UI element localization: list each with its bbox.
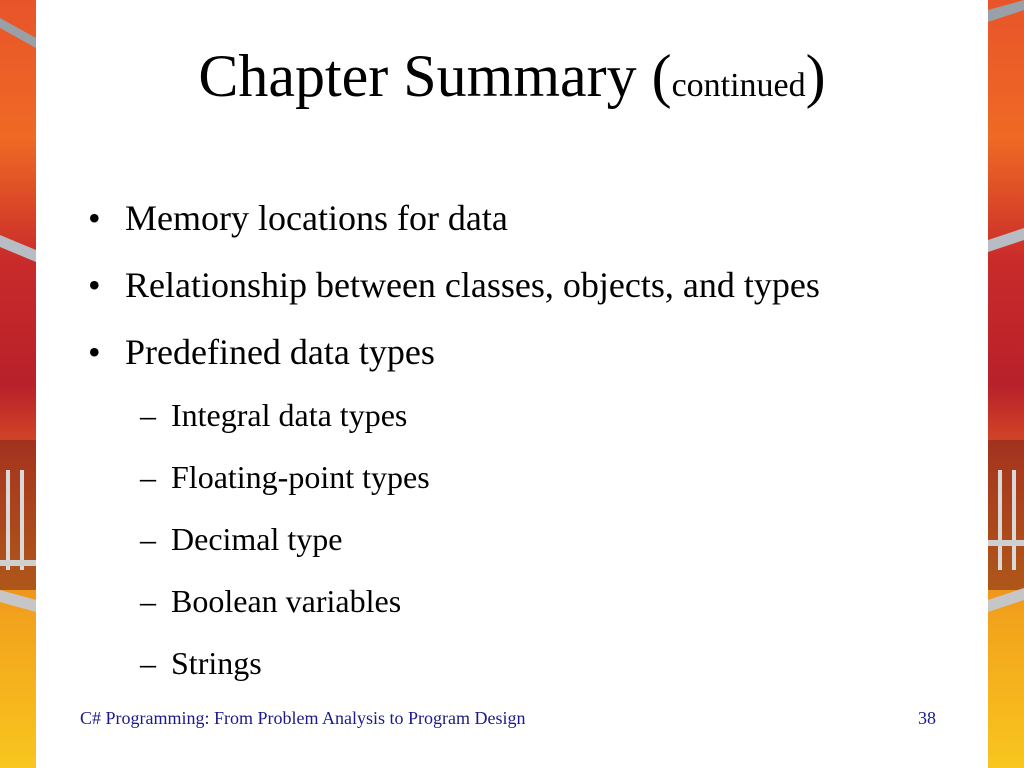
sub-bullet-item — [140, 583, 401, 619]
left-decorative-strip — [0, 0, 36, 768]
title-main: Chapter Summary ( — [198, 43, 672, 109]
dash-mark: – — [140, 459, 156, 495]
bullet-item — [88, 265, 820, 305]
bullet-text: Memory locations for data — [125, 198, 508, 238]
bullet-item — [88, 332, 435, 372]
footer-course-title: C# Programming: From Problem Analysis to Program Design — [80, 708, 526, 728]
bullet-mark: • — [88, 265, 101, 305]
bullet-mark: • — [88, 198, 101, 238]
page-number: 38 — [918, 708, 936, 728]
title-continued: continued — [671, 67, 806, 104]
sub-bullet-text: Boolean variables — [171, 583, 402, 619]
sub-bullet-text: Floating-point types — [171, 459, 430, 495]
dash-mark: – — [140, 397, 156, 433]
bullet-text: Predefined data types — [125, 332, 435, 372]
sub-bullet-item — [140, 459, 430, 495]
bullet-text: Relationship between classes, objects, and types — [125, 265, 820, 305]
title-close: ) — [805, 43, 826, 109]
sub-bullet-item — [140, 521, 342, 557]
sub-bullet-item — [140, 645, 262, 681]
sub-bullet-text: Integral data types — [171, 397, 408, 433]
bullet-item — [88, 198, 508, 238]
right-decorative-strip — [988, 0, 1024, 768]
sub-bullet-item — [140, 397, 407, 433]
sub-bullet-text: Strings — [171, 645, 262, 681]
slide-title — [36, 38, 988, 124]
sub-bullet-text: Decimal type — [171, 521, 343, 557]
dash-mark: – — [140, 521, 156, 557]
dash-mark: – — [140, 583, 156, 619]
dash-mark: – — [140, 645, 156, 681]
bullet-mark: • — [88, 332, 101, 372]
